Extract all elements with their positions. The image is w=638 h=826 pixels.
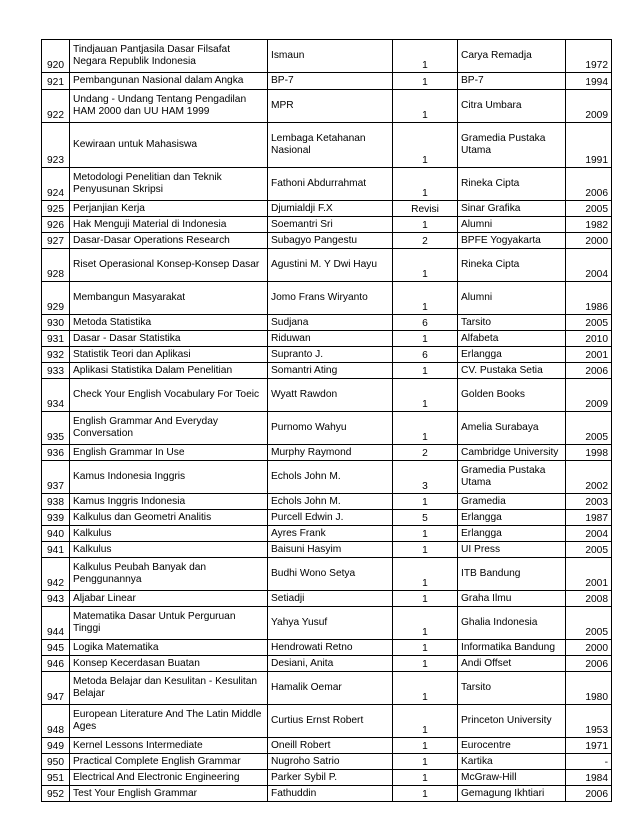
book-title: Test Your English Grammar (70, 786, 268, 802)
book-author: BP-7 (268, 73, 393, 90)
book-quantity: 1 (393, 591, 458, 607)
book-publisher: Golden Books (458, 379, 566, 412)
table-row (42, 90, 612, 123)
table-row (42, 526, 612, 542)
book-publisher: Tarsito (458, 672, 566, 705)
book-title: English Grammar And Everyday Conversation (70, 412, 268, 445)
book-author: Supranto J. (268, 347, 393, 363)
book-title: Perjanjian Kerja (70, 201, 268, 217)
book-author: Oneill Robert (268, 738, 393, 754)
row-number: 930 (42, 315, 70, 331)
book-title: Kernel Lessons Intermediate (70, 738, 268, 754)
table-row (42, 510, 612, 526)
row-number: 927 (42, 233, 70, 249)
book-title: Kalkulus dan Geometri Analitis (70, 510, 268, 526)
book-author: Riduwan (268, 331, 393, 347)
book-publisher: Gramedia (458, 494, 566, 510)
book-title: Practical Complete English Grammar (70, 754, 268, 770)
book-quantity: 1 (393, 123, 458, 168)
row-number: 939 (42, 510, 70, 526)
book-publisher: Rineka Cipta (458, 168, 566, 201)
book-year: 2005 (566, 542, 612, 558)
table-row (42, 40, 612, 73)
book-year: 2005 (566, 201, 612, 217)
row-number: 926 (42, 217, 70, 233)
book-title: Logika Matematika (70, 640, 268, 656)
table-row (42, 542, 612, 558)
book-quantity: 1 (393, 249, 458, 282)
book-publisher: Erlangga (458, 526, 566, 542)
row-number: 921 (42, 73, 70, 90)
table-row (42, 123, 612, 168)
book-quantity: 1 (393, 738, 458, 754)
row-number: 948 (42, 705, 70, 738)
book-author: Purnomo Wahyu (268, 412, 393, 445)
book-quantity: 1 (393, 754, 458, 770)
book-title: Check Your English Vocabulary For Toeic (70, 379, 268, 412)
book-quantity: 1 (393, 168, 458, 201)
book-title: European Literature And The Latin Middle Ages (70, 705, 268, 738)
table-row (42, 233, 612, 249)
book-quantity: 1 (393, 770, 458, 786)
book-publisher: Ghalia Indonesia (458, 607, 566, 640)
book-title: Membangun Masyarakat (70, 282, 268, 315)
row-number: 934 (42, 379, 70, 412)
row-number: 935 (42, 412, 70, 445)
row-number: 952 (42, 786, 70, 802)
table-row (42, 738, 612, 754)
book-year: 2003 (566, 494, 612, 510)
row-number: 942 (42, 558, 70, 591)
book-year: 1980 (566, 672, 612, 705)
book-year: 2009 (566, 90, 612, 123)
book-publisher: BPFE Yogyakarta (458, 233, 566, 249)
book-year: 1971 (566, 738, 612, 754)
book-title: Metoda Belajar dan Kesulitan - Kesulitan Belajar (70, 672, 268, 705)
book-publisher: Andi Offset (458, 656, 566, 672)
row-number: 944 (42, 607, 70, 640)
book-title: Undang - Undang Tentang Pengadilan HAM 2000 dan UU HAM 1999 (70, 90, 268, 123)
book-author: Fathoni Abdurrahmat (268, 168, 393, 201)
book-publisher: Gramedia Pustaka Utama (458, 123, 566, 168)
book-year: 2006 (566, 363, 612, 379)
table-body (42, 40, 612, 802)
book-author: Echols John M. (268, 461, 393, 494)
table-row (42, 591, 612, 607)
book-year: - (566, 754, 612, 770)
book-quantity: 1 (393, 607, 458, 640)
table-row (42, 607, 612, 640)
book-year: 2001 (566, 347, 612, 363)
book-publisher: UI Press (458, 542, 566, 558)
book-year: 2002 (566, 461, 612, 494)
book-quantity: 2 (393, 233, 458, 249)
book-publisher: Tarsito (458, 315, 566, 331)
book-author: Fathuddin (268, 786, 393, 802)
book-title: Dasar - Dasar Statistika (70, 331, 268, 347)
book-title: Aplikasi Statistika Dalam Penelitian (70, 363, 268, 379)
row-number: 950 (42, 754, 70, 770)
book-quantity: 1 (393, 363, 458, 379)
book-publisher: Alumni (458, 217, 566, 233)
book-author: Curtius Ernst Robert (268, 705, 393, 738)
book-quantity: 1 (393, 412, 458, 445)
book-year: 2000 (566, 640, 612, 656)
book-quantity: 1 (393, 40, 458, 73)
book-author: Sudjana (268, 315, 393, 331)
book-title: Tindjauan Pantjasila Dasar Filsafat Negara Republik Indonesia (70, 40, 268, 73)
row-number: 943 (42, 591, 70, 607)
book-quantity: 2 (393, 445, 458, 461)
table-row (42, 656, 612, 672)
book-publisher: CV. Pustaka Setia (458, 363, 566, 379)
row-number: 920 (42, 40, 70, 73)
book-title: Konsep Kecerdasan Buatan (70, 656, 268, 672)
book-author: Lembaga Ketahanan Nasional (268, 123, 393, 168)
book-publisher: Alfabeta (458, 331, 566, 347)
book-publisher: McGraw-Hill (458, 770, 566, 786)
book-publisher: Sinar Grafika (458, 201, 566, 217)
book-publisher: Citra Umbara (458, 90, 566, 123)
row-number: 938 (42, 494, 70, 510)
book-title: Pembangunan Nasional dalam Angka (70, 73, 268, 90)
book-quantity: 6 (393, 315, 458, 331)
book-quantity: Revisi (393, 201, 458, 217)
book-quantity: 1 (393, 786, 458, 802)
book-title: Kamus Indonesia Inggris (70, 461, 268, 494)
book-publisher: Alumni (458, 282, 566, 315)
book-publisher: Princeton University (458, 705, 566, 738)
row-number: 924 (42, 168, 70, 201)
book-author: Somantri Ating (268, 363, 393, 379)
book-title: Kamus Inggris Indonesia (70, 494, 268, 510)
book-publisher: Amelia Surabaya (458, 412, 566, 445)
book-quantity: 1 (393, 672, 458, 705)
table-row (42, 282, 612, 315)
table-row (42, 640, 612, 656)
book-year: 1953 (566, 705, 612, 738)
book-quantity: 1 (393, 705, 458, 738)
book-author: Ismaun (268, 40, 393, 73)
book-author: Desiani, Anita (268, 656, 393, 672)
book-publisher: Erlangga (458, 347, 566, 363)
book-author: Ayres Frank (268, 526, 393, 542)
book-publisher: Kartika (458, 754, 566, 770)
table-row (42, 558, 612, 591)
book-year: 2000 (566, 233, 612, 249)
book-author: Djumialdji F.X (268, 201, 393, 217)
book-publisher: Cambridge University (458, 445, 566, 461)
book-title: Kalkulus (70, 526, 268, 542)
book-year: 2005 (566, 607, 612, 640)
book-quantity: 1 (393, 282, 458, 315)
row-number: 925 (42, 201, 70, 217)
book-quantity: 1 (393, 217, 458, 233)
book-author: Echols John M. (268, 494, 393, 510)
row-number: 945 (42, 640, 70, 656)
book-author: Purcell Edwin J. (268, 510, 393, 526)
row-number: 937 (42, 461, 70, 494)
book-publisher: Erlangga (458, 510, 566, 526)
book-year: 1991 (566, 123, 612, 168)
book-year: 1998 (566, 445, 612, 461)
row-number: 940 (42, 526, 70, 542)
table-row (42, 201, 612, 217)
table-row (42, 363, 612, 379)
book-title: Dasar-Dasar Operations Research (70, 233, 268, 249)
book-publisher: Carya Remadja (458, 40, 566, 73)
table-row (42, 331, 612, 347)
book-author: Budhi Wono Setya (268, 558, 393, 591)
row-number: 932 (42, 347, 70, 363)
row-number: 931 (42, 331, 70, 347)
book-author: Wyatt Rawdon (268, 379, 393, 412)
book-author: Hendrowati Retno (268, 640, 393, 656)
book-author: Jomo Frans Wiryanto (268, 282, 393, 315)
book-title: Statistik Teori dan Aplikasi (70, 347, 268, 363)
table-row (42, 770, 612, 786)
table-row (42, 461, 612, 494)
table-row (42, 73, 612, 90)
table-row (42, 672, 612, 705)
book-quantity: 1 (393, 90, 458, 123)
book-title: Kalkulus Peubah Banyak dan Penggunannya (70, 558, 268, 591)
row-number: 936 (42, 445, 70, 461)
row-number: 929 (42, 282, 70, 315)
row-number: 947 (42, 672, 70, 705)
book-year: 2005 (566, 315, 612, 331)
row-number: 933 (42, 363, 70, 379)
book-year: 2009 (566, 379, 612, 412)
book-title: Metoda Statistika (70, 315, 268, 331)
row-number: 923 (42, 123, 70, 168)
book-publisher: Gramedia Pustaka Utama (458, 461, 566, 494)
book-quantity: 1 (393, 379, 458, 412)
table-row (42, 379, 612, 412)
book-publisher: Eurocentre (458, 738, 566, 754)
row-number: 928 (42, 249, 70, 282)
book-author: Baisuni Hasyim (268, 542, 393, 558)
book-quantity: 1 (393, 656, 458, 672)
book-quantity: 1 (393, 558, 458, 591)
book-publisher: Graha Ilmu (458, 591, 566, 607)
book-year: 1987 (566, 510, 612, 526)
book-author: Murphy Raymond (268, 445, 393, 461)
table-row (42, 412, 612, 445)
row-number: 922 (42, 90, 70, 123)
book-title: Riset Operasional Konsep-Konsep Dasar (70, 249, 268, 282)
table-row (42, 786, 612, 802)
book-publisher: Gemagung Ikhtiari (458, 786, 566, 802)
book-title: Hak Menguji Material di Indonesia (70, 217, 268, 233)
book-author: Soemantri Sri (268, 217, 393, 233)
book-title: Kewiraan untuk Mahasiswa (70, 123, 268, 168)
book-author: Subagyo Pangestu (268, 233, 393, 249)
book-year: 2004 (566, 526, 612, 542)
book-author: Hamalik Oemar (268, 672, 393, 705)
book-quantity: 1 (393, 331, 458, 347)
book-year: 1984 (566, 770, 612, 786)
book-title: Kalkulus (70, 542, 268, 558)
book-title: Aljabar Linear (70, 591, 268, 607)
book-year: 2010 (566, 331, 612, 347)
book-title: Matematika Dasar Untuk Perguruan Tinggi (70, 607, 268, 640)
book-year: 2006 (566, 656, 612, 672)
table-row (42, 445, 612, 461)
row-number: 951 (42, 770, 70, 786)
book-year: 2001 (566, 558, 612, 591)
book-title: Metodologi Penelitian dan Teknik Penyusunan Skripsi (70, 168, 268, 201)
book-year: 1972 (566, 40, 612, 73)
book-year: 2005 (566, 412, 612, 445)
book-publisher: Rineka Cipta (458, 249, 566, 282)
book-author: MPR (268, 90, 393, 123)
book-year: 2008 (566, 591, 612, 607)
book-publisher: ITB Bandung (458, 558, 566, 591)
row-number: 946 (42, 656, 70, 672)
book-title: English Grammar In Use (70, 445, 268, 461)
book-publisher: BP-7 (458, 73, 566, 90)
row-number: 941 (42, 542, 70, 558)
book-author: Agustini M. Y Dwi Hayu (268, 249, 393, 282)
book-quantity: 1 (393, 73, 458, 90)
table-row (42, 754, 612, 770)
book-quantity: 5 (393, 510, 458, 526)
book-quantity: 1 (393, 526, 458, 542)
table-row (42, 168, 612, 201)
book-year: 1994 (566, 73, 612, 90)
book-author: Parker Sybil P. (268, 770, 393, 786)
book-publisher: Informatika Bandung (458, 640, 566, 656)
book-author: Setiadji (268, 591, 393, 607)
book-year: 2004 (566, 249, 612, 282)
book-title: Electrical And Electronic Engineering (70, 770, 268, 786)
book-year: 1982 (566, 217, 612, 233)
table-row (42, 249, 612, 282)
book-author: Yahya Yusuf (268, 607, 393, 640)
table-row (42, 347, 612, 363)
book-year: 2006 (566, 168, 612, 201)
book-quantity: 1 (393, 494, 458, 510)
book-year: 2006 (566, 786, 612, 802)
book-quantity: 6 (393, 347, 458, 363)
book-quantity: 3 (393, 461, 458, 494)
table-row (42, 217, 612, 233)
table-row (42, 315, 612, 331)
table-row (42, 494, 612, 510)
book-author: Nugroho Satrio (268, 754, 393, 770)
book-year: 1986 (566, 282, 612, 315)
book-quantity: 1 (393, 640, 458, 656)
row-number: 949 (42, 738, 70, 754)
book-inventory-table (41, 39, 612, 802)
table-row (42, 705, 612, 738)
book-quantity: 1 (393, 542, 458, 558)
